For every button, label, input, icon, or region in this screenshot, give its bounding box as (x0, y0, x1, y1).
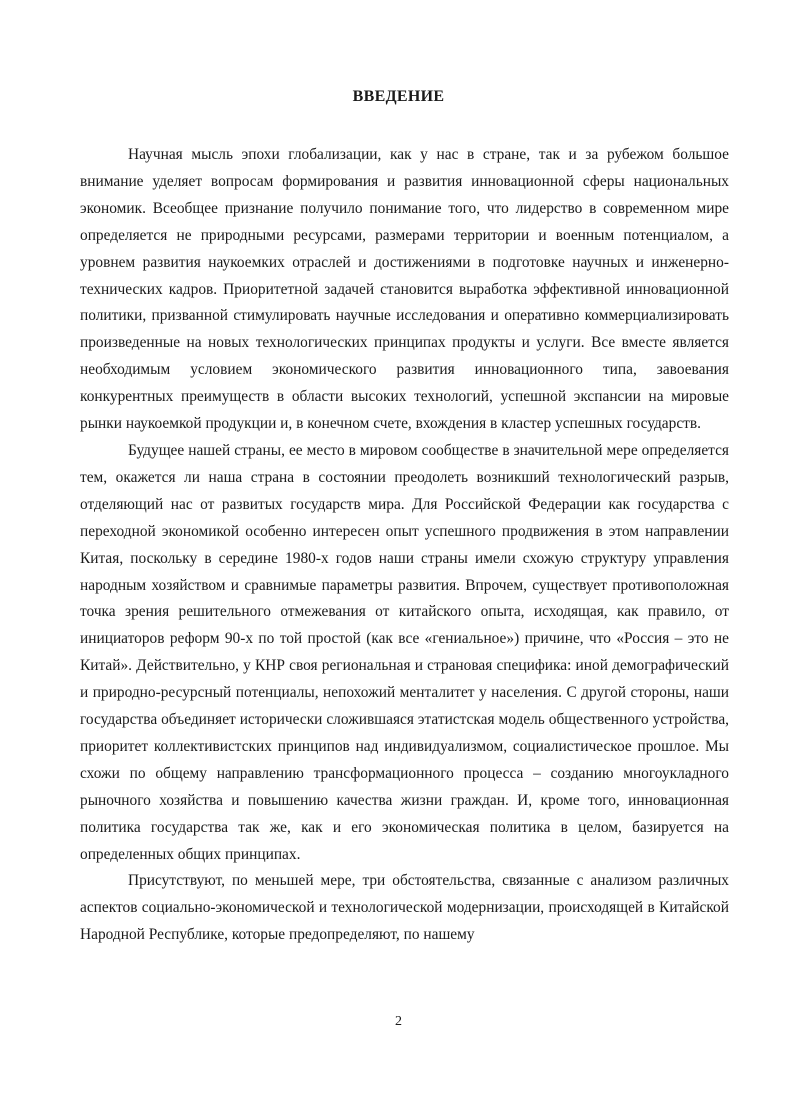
body-text (80, 142, 729, 949)
paragraph-2: Будущее нашей страны, ее место в мировом сообществе в значительной мере определяется тем, окажется ли наша страна в состоянии преодолеть возникший технологический разрыв, отделяющий нас от развитых государств мира. Для Российской Федерации как государства с переходной экономикой особенно интересен опыт успешного продвижения в этом направлении Китая, поскольку в середине 1980-х годов наши страны имели схожую структуру управления народным хозяйством и сравнимые параметры развития. Впрочем, существует противоположная точка зрения решительного отмежевания от китайского опыта, исходящая, как правило, от инициаторов реформ 90-х по той простой (как все «гениальное») причине, что «Россия – это не Китай». Действительно, у КНР своя региональная и страновая специфика: иной демографический и природно-ресурсный потенциалы, непохожий менталитет у населения. С другой стороны, наши государства объединяет исторически сложившаяся этатистская модель общественного устройства, приоритет коллективистских принципов над индивидуализмом, социалистическое прошлое. Мы схожи по общему направлению трансформационного процесса – созданию многоукладного рыночного хозяйства и повышению качества жизни граждан. И, кроме того, инновационная политика государства так же, как и его экономическая политика в целом, базируется на определенных общих принципах. (80, 441, 729, 863)
paragraph-3: Присутствуют, по меньшей мере, три обстоятельства, связанные с анализом различных аспектов социально-экономической и технологической модернизации, происходящей в Китайской Народной Республике, которые предопределяют, по нашему (80, 872, 729, 944)
page-title: ВВЕДЕНИЕ (352, 88, 445, 105)
page-number: 2 (395, 1014, 402, 1029)
paragraph-1: Научная мысль эпохи глобализации, как у нас в стране, так и за рубежом большое внимание уделяет вопросам формирования и развития инновационной сферы национальных экономик. Всеобщее признание получило понимание того, что лидерство в современном мире определяется не природными ресурсами, размерами территории и военным потенциалом, а уровнем развития наукоемких отраслей и достижениями в подготовке научных и инженерно-технических кадров. Приоритетной задачей становится выработка эффективной инновационной политики, призванной стимулировать научные исследования и оперативно коммерциализировать произведенные на новых технологических принципах продукты и услуги. Все вместе является необходимым условием экономического развития инновационного типа, завоевания конкурентных преимуществ в области высоких технологий, успешной экспансии на мировые рынки наукоемкой продукции и, в конечном счете, вхождения в кластер успешных государств. (80, 146, 729, 433)
